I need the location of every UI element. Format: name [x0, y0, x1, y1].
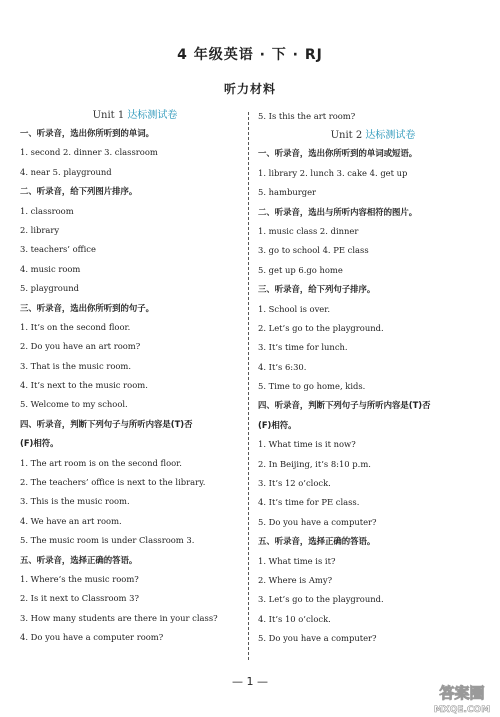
- list-item: 3. How many students are there in your class?: [20, 612, 218, 623]
- section-heading: 三、听录音，给下列句子排序。: [258, 284, 376, 295]
- list-item: 3. This is the music room.: [20, 496, 130, 507]
- unit-2-label: Unit 2: [330, 130, 366, 142]
- unit-2-content: [258, 144, 488, 648]
- list-item: 1. The art room is on the second floor.: [20, 457, 182, 468]
- section-heading-listening-material: 听力材料: [223, 82, 276, 96]
- list-item: 1. It’s on the second floor.: [20, 321, 131, 332]
- list-item: 4. Do you have a computer room?: [20, 632, 164, 643]
- list-item: 4. near 5. playground: [20, 166, 112, 177]
- list-item: 2. The teachers’ office is next to the library.: [20, 477, 206, 488]
- list-item: 5. Do you have a computer?: [258, 633, 377, 644]
- right-column: [258, 107, 488, 649]
- unit-1-content: [20, 124, 250, 648]
- list-item: 3. It’s 12 o’clock.: [258, 478, 331, 489]
- list-item: 2. In Beijing, it’s 8:10 p.m.: [258, 458, 371, 469]
- list-item: 5. Time to go home, kids.: [258, 381, 366, 392]
- list-item: 4. It’s 6:30.: [258, 361, 307, 372]
- list-item: 4. It’s time for PE class.: [258, 497, 360, 508]
- list-item: 3. go to school 4. PE class: [258, 245, 369, 256]
- section-heading: (F)相符。: [20, 438, 59, 449]
- list-item: 2. Let’s go to the playground.: [258, 322, 384, 333]
- section-heading: (F)相符。: [258, 419, 297, 430]
- watermark-logo: [430, 681, 494, 715]
- section-heading: 二、听录音，选出与所听内容相符的图片。: [258, 206, 418, 217]
- list-item: 5. hamburger: [258, 187, 317, 198]
- list-item: 4. We have an art room.: [20, 515, 122, 526]
- list-item: 5. The music room is under Classroom 3.: [20, 535, 195, 546]
- list-item: 4. It’s 10 o’clock.: [258, 613, 331, 624]
- list-item: 5. Welcome to my school.: [20, 399, 128, 410]
- list-item: 1. What time is it?: [258, 555, 336, 566]
- list-item: 1. Where’s the music room?: [20, 573, 139, 584]
- section-heading: 二、听录音，给下列图片排序。: [20, 186, 138, 197]
- list-item: 2. Where is Amy?: [258, 574, 333, 585]
- list-item: 5. playground: [20, 283, 79, 294]
- list-item: 2. Do you have an art room?: [20, 341, 141, 352]
- left-column: [20, 108, 250, 648]
- list-item: 3. That is the music room.: [20, 360, 132, 371]
- list-item: 3. teachers’ office: [20, 244, 96, 255]
- list-item: 2. library: [20, 224, 60, 235]
- list-item: 3. Let’s go to the playground.: [258, 594, 384, 605]
- list-item: 1. music class 2. dinner: [258, 225, 359, 236]
- unit-2-test-label: 达标测试卷: [365, 130, 416, 142]
- list-item: 5. Do you have a computer?: [258, 516, 377, 527]
- watermark-text-top: 答案圈: [439, 684, 485, 702]
- list-item: 5. get up 6.go home: [258, 264, 343, 275]
- watermark-text-bottom: MXQE.COM: [433, 705, 491, 715]
- section-heading: 四、听录音，判断下列句子与所听内容是(T)否: [258, 400, 431, 411]
- section-heading: 三、听录音，选出你所听到的句子。: [20, 302, 154, 313]
- section-heading: 一、听录音，选出你所听到的单词。: [20, 128, 154, 138]
- unit-1-label: Unit 1: [92, 110, 128, 121]
- list-item: 1. classroom: [20, 205, 74, 216]
- section-heading: 一、听录音，选出你所听到的单词或短语。: [258, 148, 418, 159]
- section-heading: 五、听录音，选择正确的答语。: [20, 554, 138, 565]
- unit-2-title: [258, 128, 488, 144]
- unit-1-test-label: 达标测试卷: [127, 110, 178, 121]
- list-item: 2. Is it next to Classroom 3?: [20, 593, 139, 604]
- list-item: 4. It’s next to the music room.: [20, 380, 148, 391]
- section-heading: 四、听录音，判断下列句子与所听内容是(T)否: [20, 418, 193, 429]
- list-item: 3. It’s time for lunch.: [258, 342, 348, 353]
- list-item: 4. music room: [20, 263, 81, 274]
- list-item: 1. library 2. lunch 3. cake 4. get up: [258, 167, 408, 178]
- page-title: 4 年级英语 · 下 · RJ: [177, 47, 323, 63]
- page-number: — 1 —: [232, 675, 268, 688]
- list-item: 1. second 2. dinner 3. classroom: [20, 147, 158, 158]
- list-item: 5. Is this the art room?: [258, 111, 356, 121]
- unit-1-title: [20, 108, 250, 124]
- section-heading: 五、听录音，选择正确的答语。: [258, 536, 376, 547]
- list-item: 1. School is over.: [258, 303, 331, 314]
- list-item: 1. What time is it now?: [258, 439, 356, 450]
